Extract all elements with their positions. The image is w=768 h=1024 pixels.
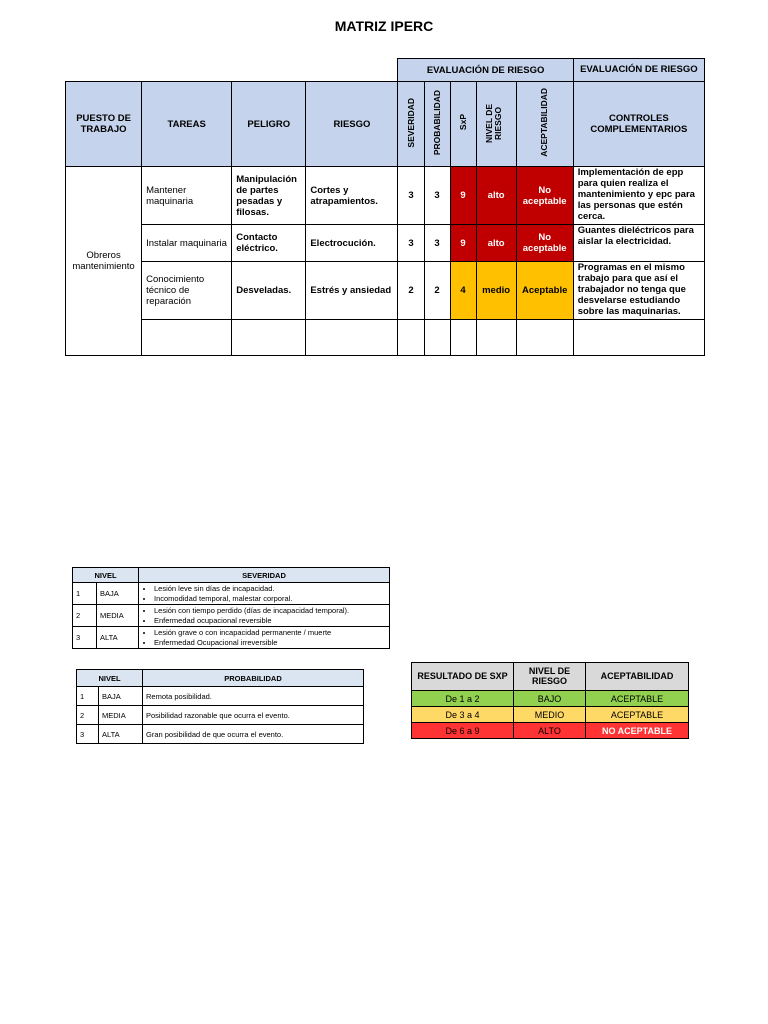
- evaluacion-riesgo-header: EVALUACIÓN DE RIESGO: [398, 59, 573, 82]
- nivel-label: BAJA: [97, 583, 139, 605]
- nivel-label: ALTA: [97, 627, 139, 649]
- aceptabilidad-cell: ACEPTABLE: [586, 691, 689, 707]
- probabilidad-cell: 3: [424, 167, 450, 225]
- header-aceptabilidad-label: ACEPTABILIDAD: [539, 88, 550, 157]
- header-puesto: PUESTO DE TRABAJO: [66, 82, 142, 167]
- nivel-num: 1: [77, 687, 99, 706]
- severidad-cell: 3: [398, 167, 424, 225]
- table-row: [73, 605, 390, 627]
- header-tareas: TAREAS: [142, 82, 232, 167]
- severidad-desc: [139, 605, 390, 627]
- peligro-cell: Contacto eléctrico.: [232, 225, 306, 262]
- sxp-cell: 9: [450, 167, 476, 225]
- resultado-header-row: [412, 663, 689, 691]
- controles-cell: Implementación de epp para quien realiza el mantenimiento y epc para las personas que estén cerca.: [573, 167, 704, 225]
- evaluacion-riesgo-header-2: EVALUACIÓN DE RIESGO: [573, 59, 704, 82]
- table-row: [66, 167, 705, 225]
- header-resultado: RESULTADO DE SXP: [412, 663, 514, 691]
- probabilidad-cell: 2: [424, 262, 450, 320]
- tarea-cell: Conocimiento técnico de reparación: [142, 262, 232, 320]
- tarea-cell: Mantener maquinaria: [142, 167, 232, 225]
- nivel-num: 2: [73, 605, 97, 627]
- riesgo-cell: Electrocución.: [306, 225, 398, 262]
- nivel-label: ALTA: [99, 725, 143, 744]
- aceptabilidad-cell: Aceptable: [516, 262, 573, 320]
- nivel-label: MEDIA: [97, 605, 139, 627]
- nivel-cell: ALTO: [514, 723, 586, 739]
- controles-cell: Programas en el mismo trabajo para que así el trabajador no tenga que desvelarse estudiando sobre las maquinarias.: [573, 262, 704, 320]
- table-row: [412, 691, 689, 707]
- probabilidad-desc: Posibilidad razonable que ocurra el evento.: [143, 706, 364, 725]
- header-severidad-label: SEVERIDAD: [405, 97, 416, 148]
- empty-row: [66, 319, 705, 355]
- nivel-cell: BAJO: [514, 691, 586, 707]
- tarea-cell: Instalar maquinaria: [142, 225, 232, 262]
- column-header-row: [66, 82, 705, 167]
- table-row: [412, 723, 689, 739]
- list-item: • Enfermedad Ocupacional irreversible: [154, 638, 386, 647]
- aceptabilidad-cell: NO ACEPTABLE: [586, 723, 689, 739]
- table-row: [412, 707, 689, 723]
- header-sxp-label: SxP: [457, 114, 468, 131]
- riesgo-cell: Cortes y atrapamientos.: [306, 167, 398, 225]
- list-item: • Lesión leve sin días de incapacidad.: [154, 584, 386, 593]
- severidad-desc: [139, 627, 390, 649]
- table-row: [73, 583, 390, 605]
- list-item: • Lesión con tiempo perdido (días de incapacidad temporal).: [154, 606, 386, 615]
- severidad-desc: [139, 583, 390, 605]
- nivel-cell: MEDIO: [514, 707, 586, 723]
- table-row: [77, 706, 364, 725]
- nivel-label: MEDIA: [99, 706, 143, 725]
- nivel-num: 3: [73, 627, 97, 649]
- controles-cell: Guantes dieléctricos para aislar la electricidad.: [573, 225, 704, 262]
- header-aceptabilidad: [516, 82, 573, 167]
- sxp-cell: 9: [450, 225, 476, 262]
- header-probabilidad: [424, 82, 450, 167]
- header-aceptabilidad: ACEPTABILIDAD: [586, 663, 689, 691]
- resultado-cell: De 6 a 9: [412, 723, 514, 739]
- probabilidad-cell: 3: [424, 225, 450, 262]
- resultado-cell: De 3 a 4: [412, 707, 514, 723]
- puesto-cell: Obreros mantenimiento: [66, 167, 142, 356]
- nivel-num: 3: [77, 725, 99, 744]
- nivel-riesgo-cell: alto: [476, 225, 516, 262]
- aceptabilidad-cell: ACEPTABLE: [586, 707, 689, 723]
- resultado-table: [411, 662, 689, 739]
- table-row: [77, 725, 364, 744]
- resultado-cell: De 1 a 2: [412, 691, 514, 707]
- header-riesgo: RIESGO: [306, 82, 398, 167]
- header-probabilidad: PROBABILIDAD: [143, 670, 364, 687]
- severidad-cell: 3: [398, 225, 424, 262]
- page-title: MATRIZ IPERC: [334, 18, 434, 34]
- sxp-cell: 4: [450, 262, 476, 320]
- severidad-header-row: [73, 568, 390, 583]
- list-item: • Lesión grave o con incapacidad permanente / muerte: [154, 628, 386, 637]
- nivel-riesgo-cell: medio: [476, 262, 516, 320]
- nivel-label: BAJA: [99, 687, 143, 706]
- probabilidad-desc: Gran posibilidad de que ocurra el evento.: [143, 725, 364, 744]
- header-sxp: [450, 82, 476, 167]
- header-nivel: NIVEL: [77, 670, 143, 687]
- group-header-row: [66, 59, 705, 82]
- list-item: • Enfermedad ocupacional reversible: [154, 616, 386, 625]
- riesgo-cell: Estrés y ansiedad: [306, 262, 398, 320]
- severidad-cell: 2: [398, 262, 424, 320]
- header-probabilidad-label: PROBABILIDAD: [431, 89, 442, 156]
- peligro-cell: Manipulación de partes pesadas y filosas.: [232, 167, 306, 225]
- peligro-cell: Desveladas.: [232, 262, 306, 320]
- header-nivel-riesgo: [476, 82, 516, 167]
- nivel-num: 2: [77, 706, 99, 725]
- list-item: • Incomodidad temporal, malestar corporal.: [154, 594, 386, 603]
- probabilidad-desc: Remota posibilidad.: [143, 687, 364, 706]
- header-severidad: [398, 82, 424, 167]
- aceptabilidad-cell: No aceptable: [516, 225, 573, 262]
- header-nivel-riesgo: NIVEL DE RIESGO: [514, 663, 586, 691]
- header-nivel-riesgo-label: NIVEL DE RIESGO: [484, 102, 504, 143]
- iperc-matrix: [65, 58, 705, 356]
- header-nivel: NIVEL: [73, 568, 139, 583]
- severidad-table: [72, 567, 390, 649]
- table-row: [73, 627, 390, 649]
- probabilidad-table: [76, 669, 364, 744]
- table-row: [66, 225, 705, 262]
- table-row: [77, 687, 364, 706]
- probabilidad-header-row: [77, 670, 364, 687]
- aceptabilidad-cell: No aceptable: [516, 167, 573, 225]
- header-peligro: PELIGRO: [232, 82, 306, 167]
- header-controles: CONTROLES COMPLEMENTARIOS: [573, 82, 704, 167]
- header-severidad: SEVERIDAD: [139, 568, 390, 583]
- nivel-riesgo-cell: alto: [476, 167, 516, 225]
- table-row: [66, 262, 705, 320]
- nivel-num: 1: [73, 583, 97, 605]
